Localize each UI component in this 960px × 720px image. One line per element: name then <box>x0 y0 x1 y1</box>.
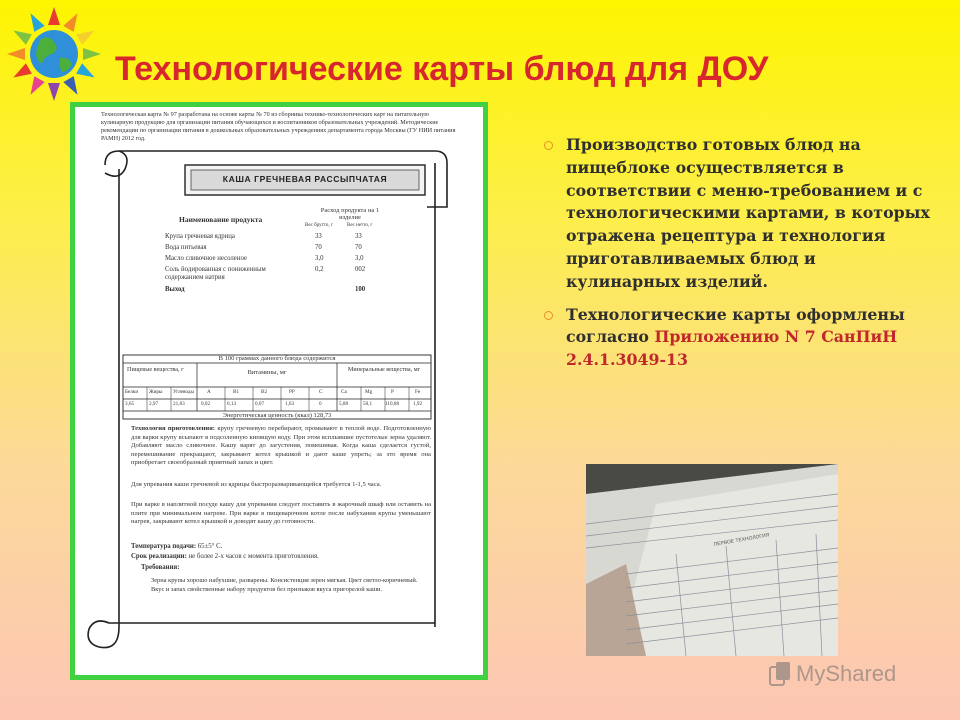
ingredient-row: Выход 100 <box>165 286 366 293</box>
shelf-life: Срок реализации: не более 2-х часов с момента приготовления. <box>131 553 319 560</box>
nutrients-label: Пищевые вещества, г <box>127 366 184 373</box>
bullet-ring-icon <box>544 311 553 320</box>
bullet-list <box>540 134 932 382</box>
ingredient-row: Крупа гречневая ядрица 33 33 <box>165 233 362 240</box>
globe-hands-logo <box>4 4 104 104</box>
serving-temp: Температура подачи: 65±5° С. <box>131 543 223 550</box>
requirements-label: Требования: <box>141 564 180 571</box>
sanpin-reference: Приложению N 7 СанПиН 2.4.1.3049-13 <box>566 327 898 370</box>
bullet-text: Производство готовых блюд на пищеблоке осуществляется в соответствии с меню-требованием и с технологическими картами, в которых отражена рецептура и технология приготавливаемых блюд и кулинарных изделий. <box>566 135 930 291</box>
gross-header: Вес брутто, г <box>305 223 333 228</box>
technology-text-2: Для упревания каши гречневой из ядрицы быстроразваривающейся требуется 1-1,5 часа. <box>131 481 382 488</box>
technology-text-3: При варке в наплитной посуде кашу для упревания следует поставить в жарочный шкаф или оставить на плите при минимальном нагреве. При варке в пищеварочном котле после набухания крупы уменьшают нагрев, закрывают котел крышкой и доводят кашу до готовности. <box>131 501 431 526</box>
technology-label: Технология приготовления: <box>131 425 215 432</box>
technology-block <box>131 425 431 468</box>
bullet-ring-icon <box>544 141 553 150</box>
ingredient-row: Вода питьевая 70 70 <box>165 244 362 251</box>
energy-value: Энергетическая ценность (ккал) 128,73 <box>222 412 332 419</box>
doc-intro: Технологическая карта № 97 разработана на основе карты № 70 из сборника технико-технологических карт на питательную кулинарную продукцию для организации питания обучающихся и воспитанников образовательных учреждений. Методические рекомендации по организации питания в дошкольных образовательных учреждениях департамента города Москвы (ГУ НИИ питания РАМН) 2012 год. <box>101 111 456 142</box>
myshared-logo-icon <box>768 661 792 687</box>
watermark-text: MyShared <box>796 661 897 686</box>
net-header: Вес нетто, г <box>347 223 373 228</box>
ingredient-row: Масло сливочное несоленое 3,0 3,0 <box>165 255 364 262</box>
bullet-text: Технологические карты оформлены согласно <box>566 304 905 347</box>
minerals-label: Минеральные вещества, мг <box>347 366 421 373</box>
myshared-watermark <box>768 658 896 690</box>
consumption-header: Расход продукта на 1 изделие <box>320 207 380 221</box>
ingredient-row: Соль йодированная с пониженным содержанием натрия 0,2 002 <box>165 266 366 281</box>
product-header: Наименование продукта <box>179 215 263 224</box>
dish-title: КАША ГРЕЧНЕВАЯ РАССЫПЧАТАЯ <box>222 174 388 184</box>
requirements-text: Зерна крупы хорошо набухшие, разварены. Консистенция зерен мягкая. Цвет светло-коричневый. Вкус и запах свойственные набору продуктов без признаков вкуса пригорелой каши. <box>151 577 418 593</box>
bullet-production <box>540 134 932 294</box>
nutrient-cols: Белки Жиры Углеводы А В1 В2 РР С Са Mg Р Fe <box>125 389 421 395</box>
nutrient-values: 3,65 2,97 21,83 0,02 0,13 0,07 1,63 0 5,88 50,1 110,88 1,92 <box>125 401 423 407</box>
stamp-text: ПЕРВОЕ ТЕХНОЛОГИЯ <box>713 532 770 548</box>
bullet-tech-cards <box>540 304 932 372</box>
forms-photo <box>586 464 838 656</box>
nutrition-header: В 100 граммах данного блюда содержится <box>218 355 336 362</box>
ingredient-rows <box>165 233 405 297</box>
slide-title: Технологические карты блюд для ДОУ <box>115 50 769 88</box>
technology-text: крупу гречневую перебирают, промывают в теплой воде. Подготовленную для варки крупу всыпают в подсоленную кипящую воду. При этом всплывшие пустотелые зерна удаляют. Добавляют масло сливочное. Кашу варят до загустения, помешивая. Когда каша сделается густой, перемешивание прекращают, закрывают котел крышкой и дают каше упреть; за это время она приобретает своеобразный приятный запах и цвет. <box>131 425 431 467</box>
tech-card-scan <box>70 102 488 680</box>
vitamins-label: Витамины, мг <box>247 369 287 376</box>
